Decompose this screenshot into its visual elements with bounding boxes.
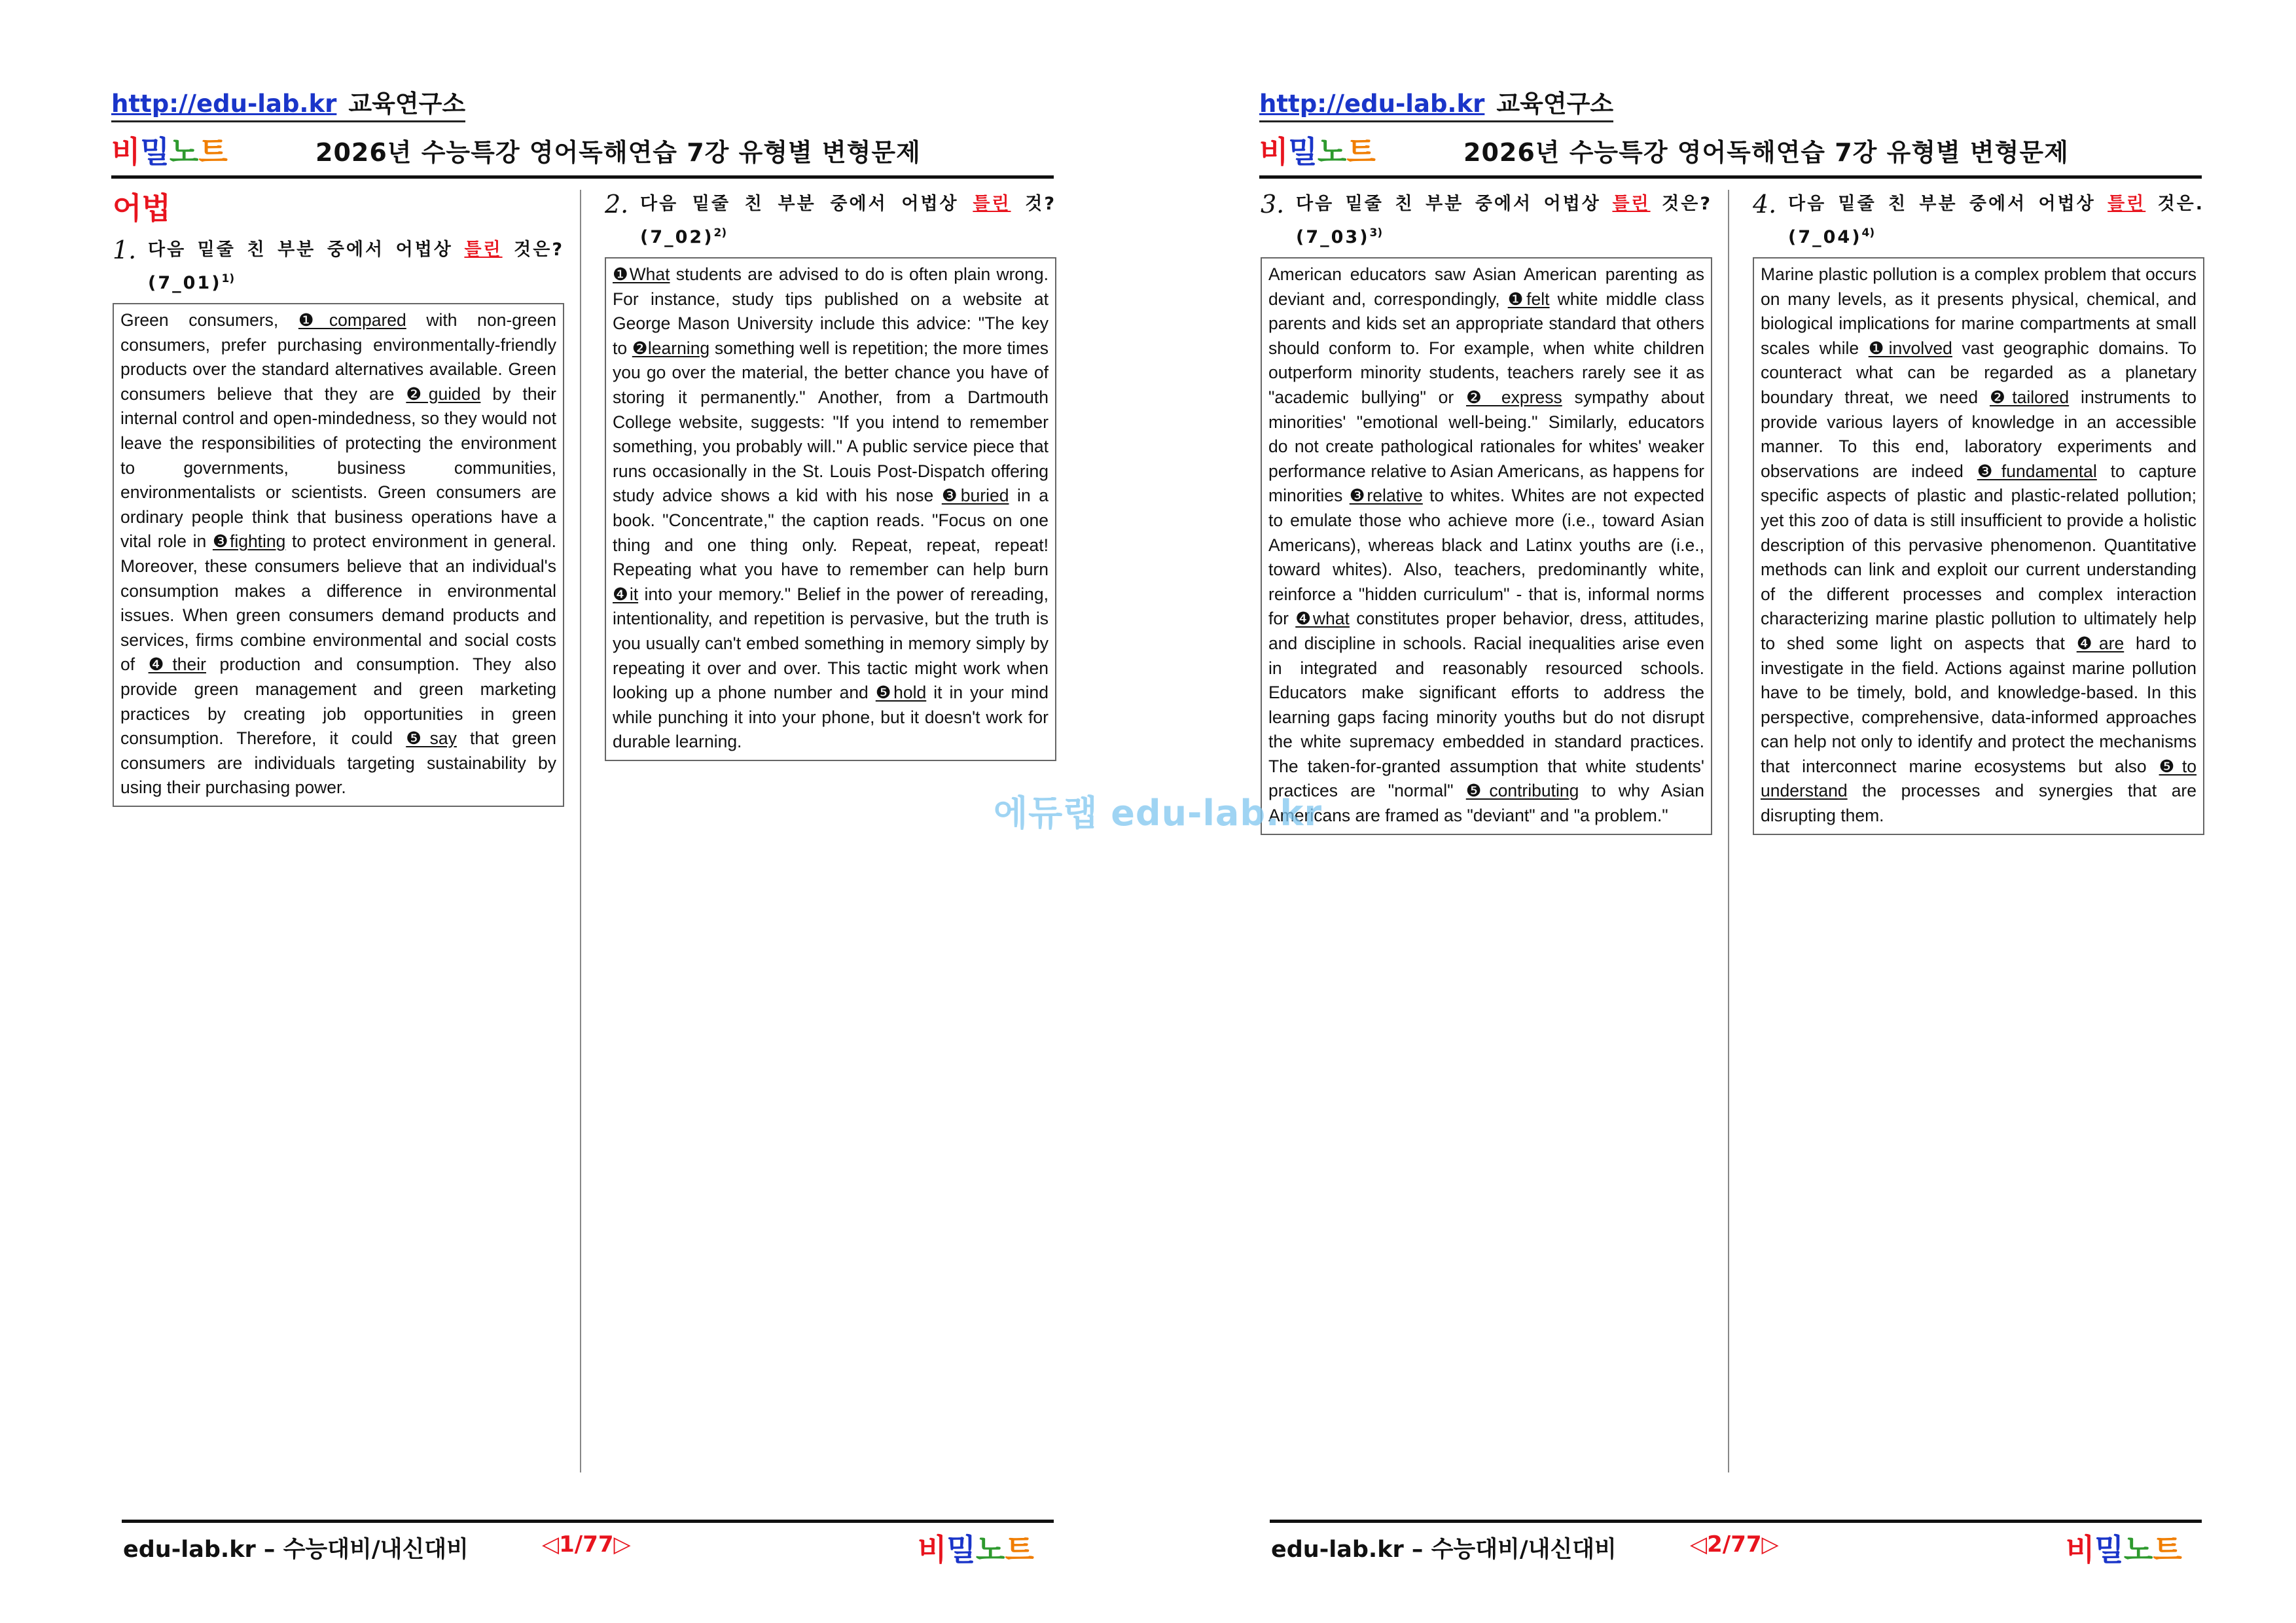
underlined-choice: ❷learning — [632, 338, 710, 358]
passage-text: to whites. Whites are not expected to emulate those who achieve more (i.e., toward Asian Americans), whereas black and Latinx youths are (i.e., toward whites). Also, teachers, predominantly white, reinforce a "hidden curriculum" - that is, informal norms for — [1268, 486, 1704, 629]
footer-rule — [1270, 1520, 2202, 1523]
watermark: 에듀랩 edu-lab.kr — [994, 793, 1323, 834]
underlined-choice: ❶compared — [298, 310, 406, 330]
footer-brand-logo: 비밀노트 — [918, 1532, 1034, 1567]
column-left — [113, 190, 564, 807]
passage-box — [113, 303, 564, 807]
passage-text: American educators saw Asian American parenting as deviant and, correspondingly, — [1268, 264, 1704, 309]
underlined-choice: ❹are — [2076, 633, 2125, 653]
underlined-choice: ❸relative — [1349, 486, 1423, 506]
passage-text: to capture specific aspects of plastic and plastic-related pollution; yet this zoo of data is still insufficient to provide a holistic description of this pervasive phenomenon. Quantitative methods can link and exploit our current understanding of the different processes and complex interaction characterizing marine plastic pollution to ultimately help to shed some light on aspects that — [1761, 461, 2197, 653]
passage-text: it in your mind while punching it into your phone, but it doesn't work for durable learning. — [613, 683, 1049, 752]
passage-text: sympathy about minorities' "emotional well-being." Similarly, educators do not create pathological rationales for whites' weaker performance relative to Asian Americans, as happens for minorities — [1268, 387, 1704, 506]
section-title: 어법 — [113, 190, 171, 226]
question-number: 1. — [113, 236, 137, 264]
column-left — [1261, 190, 1712, 835]
institute-name: 교육연구소 — [1496, 90, 1614, 118]
underlined-choice: ❹it — [613, 584, 639, 604]
passage-text: constitutes proper behavior, dress, attitudes, and discipline in schools. Racial inequalities arise even in integrated and reasonably resourced schools. Educators make significant efforts to address the learning gaps facing minority youths but do not disrupt the white supremacy embedded in standard practices. The taken-for-granted assumption that white students' practices are "normal" — [1268, 609, 1704, 801]
question-prompt: 다음 밑줄 친 부분 중에서 어법상 틀린 것은?(7_01)$^{1)}$ — [148, 240, 564, 293]
header-rule — [1259, 175, 2202, 179]
footer-brand-logo: 비밀노트 — [2066, 1532, 2182, 1567]
passage-box — [1753, 257, 2204, 835]
underlined-choice: ❸fighting — [212, 531, 286, 552]
passage-text: by their internal control and open-mindedness, so they would not leave the responsibilities of protecting the environment to governments, business communities, environmentalists or scientists. Green consumers are ordinary people think that business operations have a vital role in — [120, 383, 557, 552]
question-number: 3. — [1261, 190, 1285, 219]
question-number: 2. — [605, 190, 629, 219]
site-url-link[interactable]: http://edu-lab.kr — [1259, 90, 1485, 118]
passage-text: into your memory." Belief in the power of rereading, intentionality, and repetition is pervasive, but the truth is you usually can't embed something in memory simply by repeating it over and over. This tactic might work when looking up a phone number and — [613, 584, 1049, 703]
brand-logo: 비밀노트 — [1259, 134, 1376, 169]
passage-text: to why Asian Americans are framed as "deviant" and "a problem." — [1268, 781, 1705, 826]
passage-text: Marine plastic pollution is a complex problem that occurs on many levels, as it presents physical, chemical, and biological implications for marine compartments at small scales while — [1761, 264, 2197, 358]
site-header — [111, 84, 465, 122]
question-heading — [605, 190, 1056, 252]
footer-rule — [122, 1520, 1054, 1523]
passage-box — [1261, 257, 1712, 835]
column-right — [605, 190, 1056, 761]
brand-logo: 비밀노트 — [111, 134, 228, 169]
underlined-choice: ❺say — [406, 728, 457, 749]
passage-text: instruments to provide various layers of knowledge in an accessible manner. To this end, laboratory experiments and observations are indeed — [1761, 387, 2197, 481]
passage-text: to protect environment in general. Moreover, these consumers believe that an individual's consumption makes a difference in environmental issues. When green consumers demand products and services, firms combine environmental and social costs of — [120, 531, 556, 675]
passage-text: something well is repetition; the more times you go over the material, the better chance you have of storing it permanently." Another, from a Dartmouth College website, suggests: "If you intend to remember something, you probably will." A public service piece that runs occasionally in the St. Louis Post-Dispatch offering study advice shows a kid with his nose — [613, 338, 1049, 506]
page-number: ◁1/77▷ — [542, 1531, 631, 1558]
site-header — [1259, 84, 1613, 122]
header-rule — [111, 175, 1054, 179]
passage-text: with non-green consumers, prefer purchasing environmentally-friendly products over the standard alternatives available. Green consumers believe that they are — [120, 310, 556, 404]
question-prompt: 다음 밑줄 친 부분 중에서 어법상 틀린 것은.(7_04)$^{4)}$ — [1788, 194, 2205, 247]
footer-site: edu-lab.kr – 수능대비/내신대비 — [123, 1537, 469, 1563]
question-prompt: 다음 밑줄 친 부분 중에서 어법상 틀린 것?(7_02)$^{2)}$ — [640, 194, 1056, 247]
question-prompt: 다음 밑줄 친 부분 중에서 어법상 틀린 것은?(7_03)$^{3)}$ — [1296, 194, 1712, 247]
underlined-choice: ❹what — [1295, 609, 1350, 629]
underlined-choice: ❺contributing — [1465, 781, 1579, 801]
underlined-choice: ❷guided — [406, 383, 481, 404]
passage-text: the processes and synergies that are disrupting them. — [1761, 781, 2197, 826]
passage-text: production and consumption. They also provide green management and green marketing practices by creating job opportunities in green consumption. Therefore, it could — [120, 654, 556, 749]
document-title: 2026년 수능특강 영어독해연습 7강 유형별 변형문제 — [315, 138, 921, 167]
institute-name: 교육연구소 — [348, 90, 466, 118]
underlined-choice: ❷ express — [1465, 387, 1562, 407]
page-number: ◁2/77▷ — [1690, 1531, 1779, 1558]
passage-text: in a book. "Concentrate," the caption reads. "Focus on one thing and one thing only. Repeat, repeat, repeat! Repeating what you have to remember can help burn — [613, 486, 1049, 580]
column-divider — [1728, 190, 1729, 1472]
question-heading — [1261, 190, 1712, 252]
underlined-choice: ❺hold — [875, 683, 927, 703]
question-heading — [113, 236, 564, 298]
question-heading — [1753, 190, 2204, 252]
column-right — [1753, 190, 2204, 835]
underlined-choice: ❸buried — [941, 486, 1009, 506]
footer-site: edu-lab.kr – 수능대비/내신대비 — [1271, 1537, 1617, 1563]
passage-text: white middle class parents and kids set an appropriate standard that others should conform to. For example, when white children outperform minority students, teachers rarely see it as "academic bullying" or — [1268, 289, 1705, 407]
underlined-choice: ❶involved — [1868, 338, 1952, 358]
site-url-link[interactable]: http://edu-lab.kr — [111, 90, 337, 118]
underlined-choice: ❸fundamental — [1977, 461, 2097, 481]
underlined-choice: ❺to understand — [1761, 756, 2197, 801]
question-number: 4. — [1753, 190, 1777, 219]
passage-text: hard to investigate in the field. Actions against marine pollution have to be timely, bold, and knowledge-based. In this perspective, comprehensive, data-informed approaches can help not only to identify and protect the mechanisms that interconnect marine ecosystems but also — [1761, 633, 2197, 776]
underlined-choice: ❹their — [148, 654, 206, 675]
underlined-choice: ❶What — [613, 264, 670, 284]
column-divider — [580, 190, 581, 1472]
document-title: 2026년 수능특강 영어독해연습 7강 유형별 변형문제 — [1463, 138, 2069, 167]
underlined-choice: ❶felt — [1507, 289, 1550, 309]
passage-text: Green consumers, — [120, 310, 298, 330]
passage-text: that green consumers are individuals targeting sustainability by using their purchasing power. — [120, 728, 556, 798]
passage-box — [605, 257, 1056, 761]
underlined-choice: ❷tailored — [1989, 387, 2070, 407]
passage-text: vast geographic domains. To counteract what can be regarded as a planetary boundary threat, we need — [1761, 338, 2197, 407]
passage-text: students are advised to do is often plain wrong. For instance, study tips published on a website at George Mason University include this advice: "The key to — [613, 264, 1049, 358]
